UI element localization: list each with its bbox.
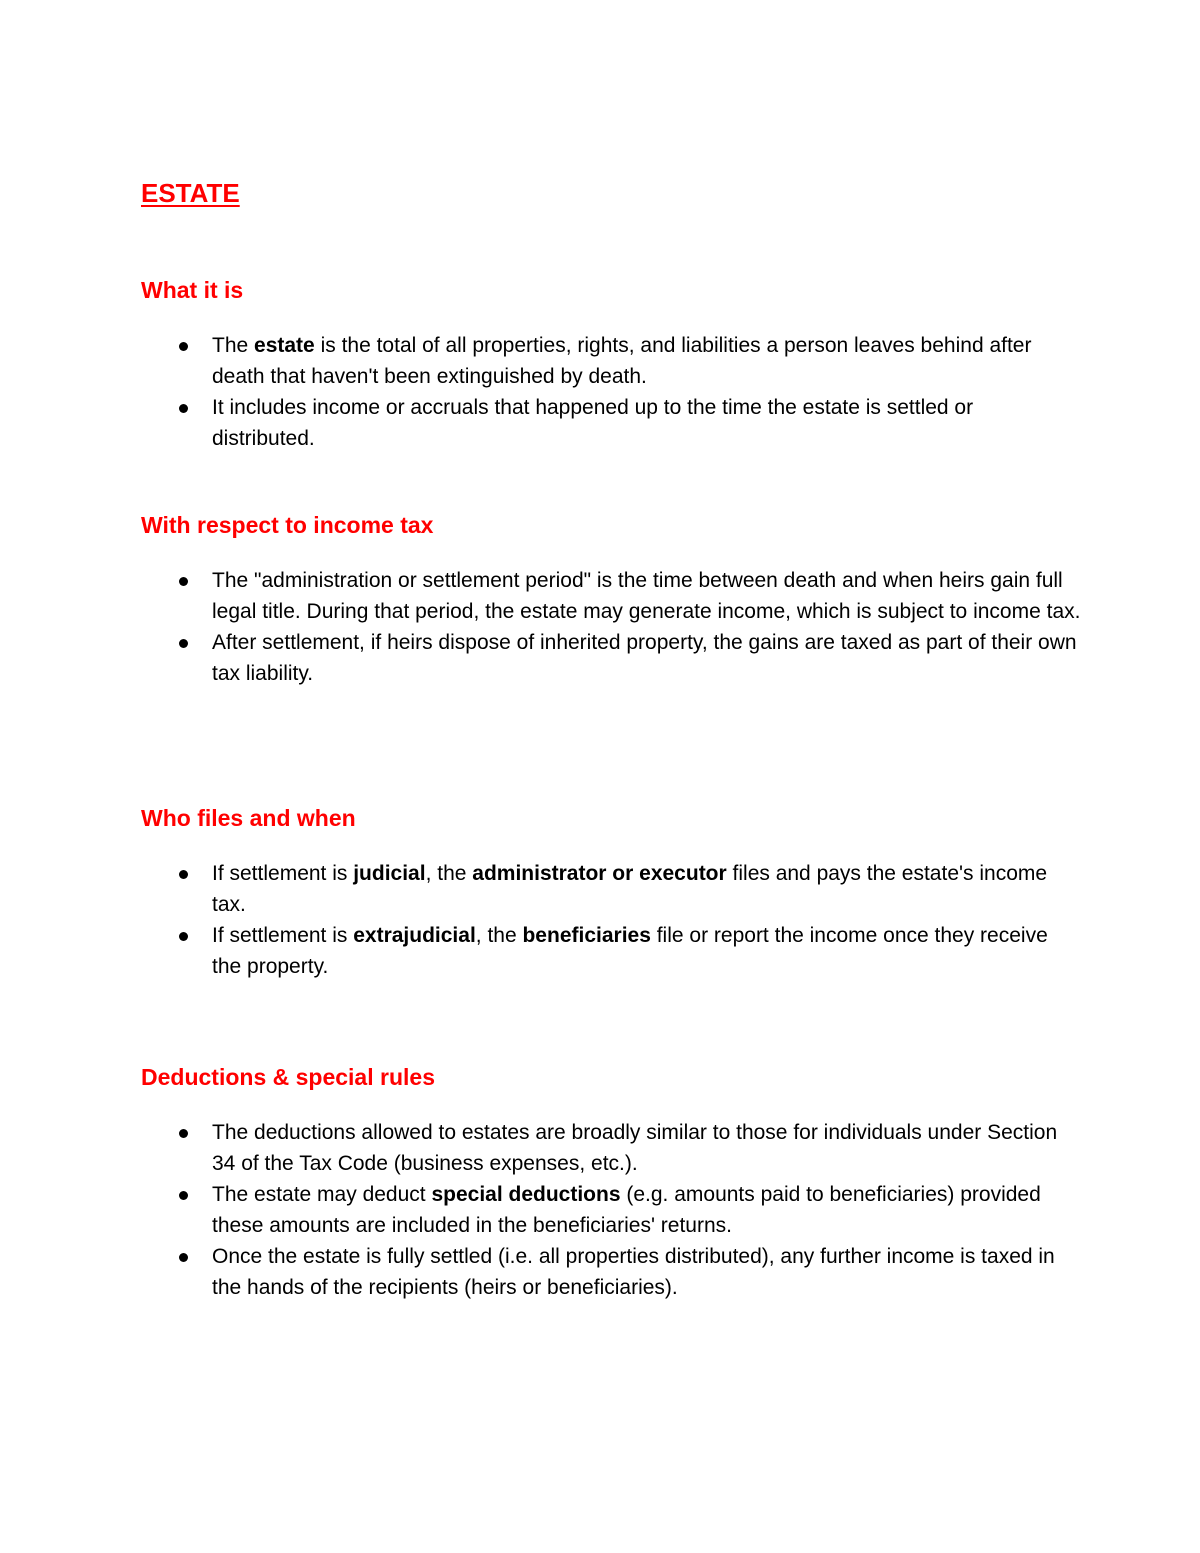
list-item: If settlement is judicial, the administrator or executor files and pays the estate's income tax. [141, 858, 1081, 920]
list-item: It includes income or accruals that happened up to the time the estate is settled or distributed. [141, 392, 1081, 454]
section-who-files [141, 803, 1081, 982]
list-item: The estate may deduct special deductions (e.g. amounts paid to beneficiaries) provided these amounts are included in the beneficiaries' returns. [141, 1179, 1081, 1241]
bullet-list [141, 565, 1081, 689]
section-income-tax [141, 510, 1081, 689]
list-item: Once the estate is fully settled (i.e. all properties distributed), any further income is taxed in the hands of the recipients (heirs or beneficiaries). [141, 1241, 1081, 1303]
bullet-icon [179, 1191, 188, 1200]
section-heading: With respect to income tax [141, 512, 434, 538]
bullet-list [141, 1117, 1081, 1303]
bullet-list [141, 858, 1081, 982]
bullet-icon [179, 870, 188, 879]
list-item: The "administration or settlement period" is the time between death and when heirs gain full legal title. During that period, the estate may generate income, which is subject to income tax. [141, 565, 1081, 627]
list-item: If settlement is extrajudicial, the beneficiaries file or report the income once they receive the property. [141, 920, 1081, 982]
bullet-list [141, 330, 1081, 454]
section-deductions [141, 1062, 1081, 1303]
section-what-it-is [141, 275, 1081, 454]
bullet-icon [179, 404, 188, 413]
document-title: ESTATE [141, 178, 240, 208]
bullet-icon [179, 1129, 188, 1138]
bullet-icon [179, 932, 188, 941]
list-item: The estate is the total of all properties, rights, and liabilities a person leaves behind after death that haven't been extinguished by death. [141, 330, 1081, 392]
section-heading: What it is [141, 277, 244, 303]
bullet-icon [179, 639, 188, 648]
bullet-icon [179, 1253, 188, 1262]
section-heading: Deductions & special rules [141, 1064, 435, 1090]
bullet-icon [179, 577, 188, 586]
section-heading: Who files and when [141, 805, 356, 831]
bullet-icon [179, 342, 188, 351]
list-item: The deductions allowed to estates are broadly similar to those for individuals under Section 34 of the Tax Code (business expenses, etc.). [141, 1117, 1081, 1179]
list-item: After settlement, if heirs dispose of inherited property, the gains are taxed as part of their own tax liability. [141, 627, 1081, 689]
